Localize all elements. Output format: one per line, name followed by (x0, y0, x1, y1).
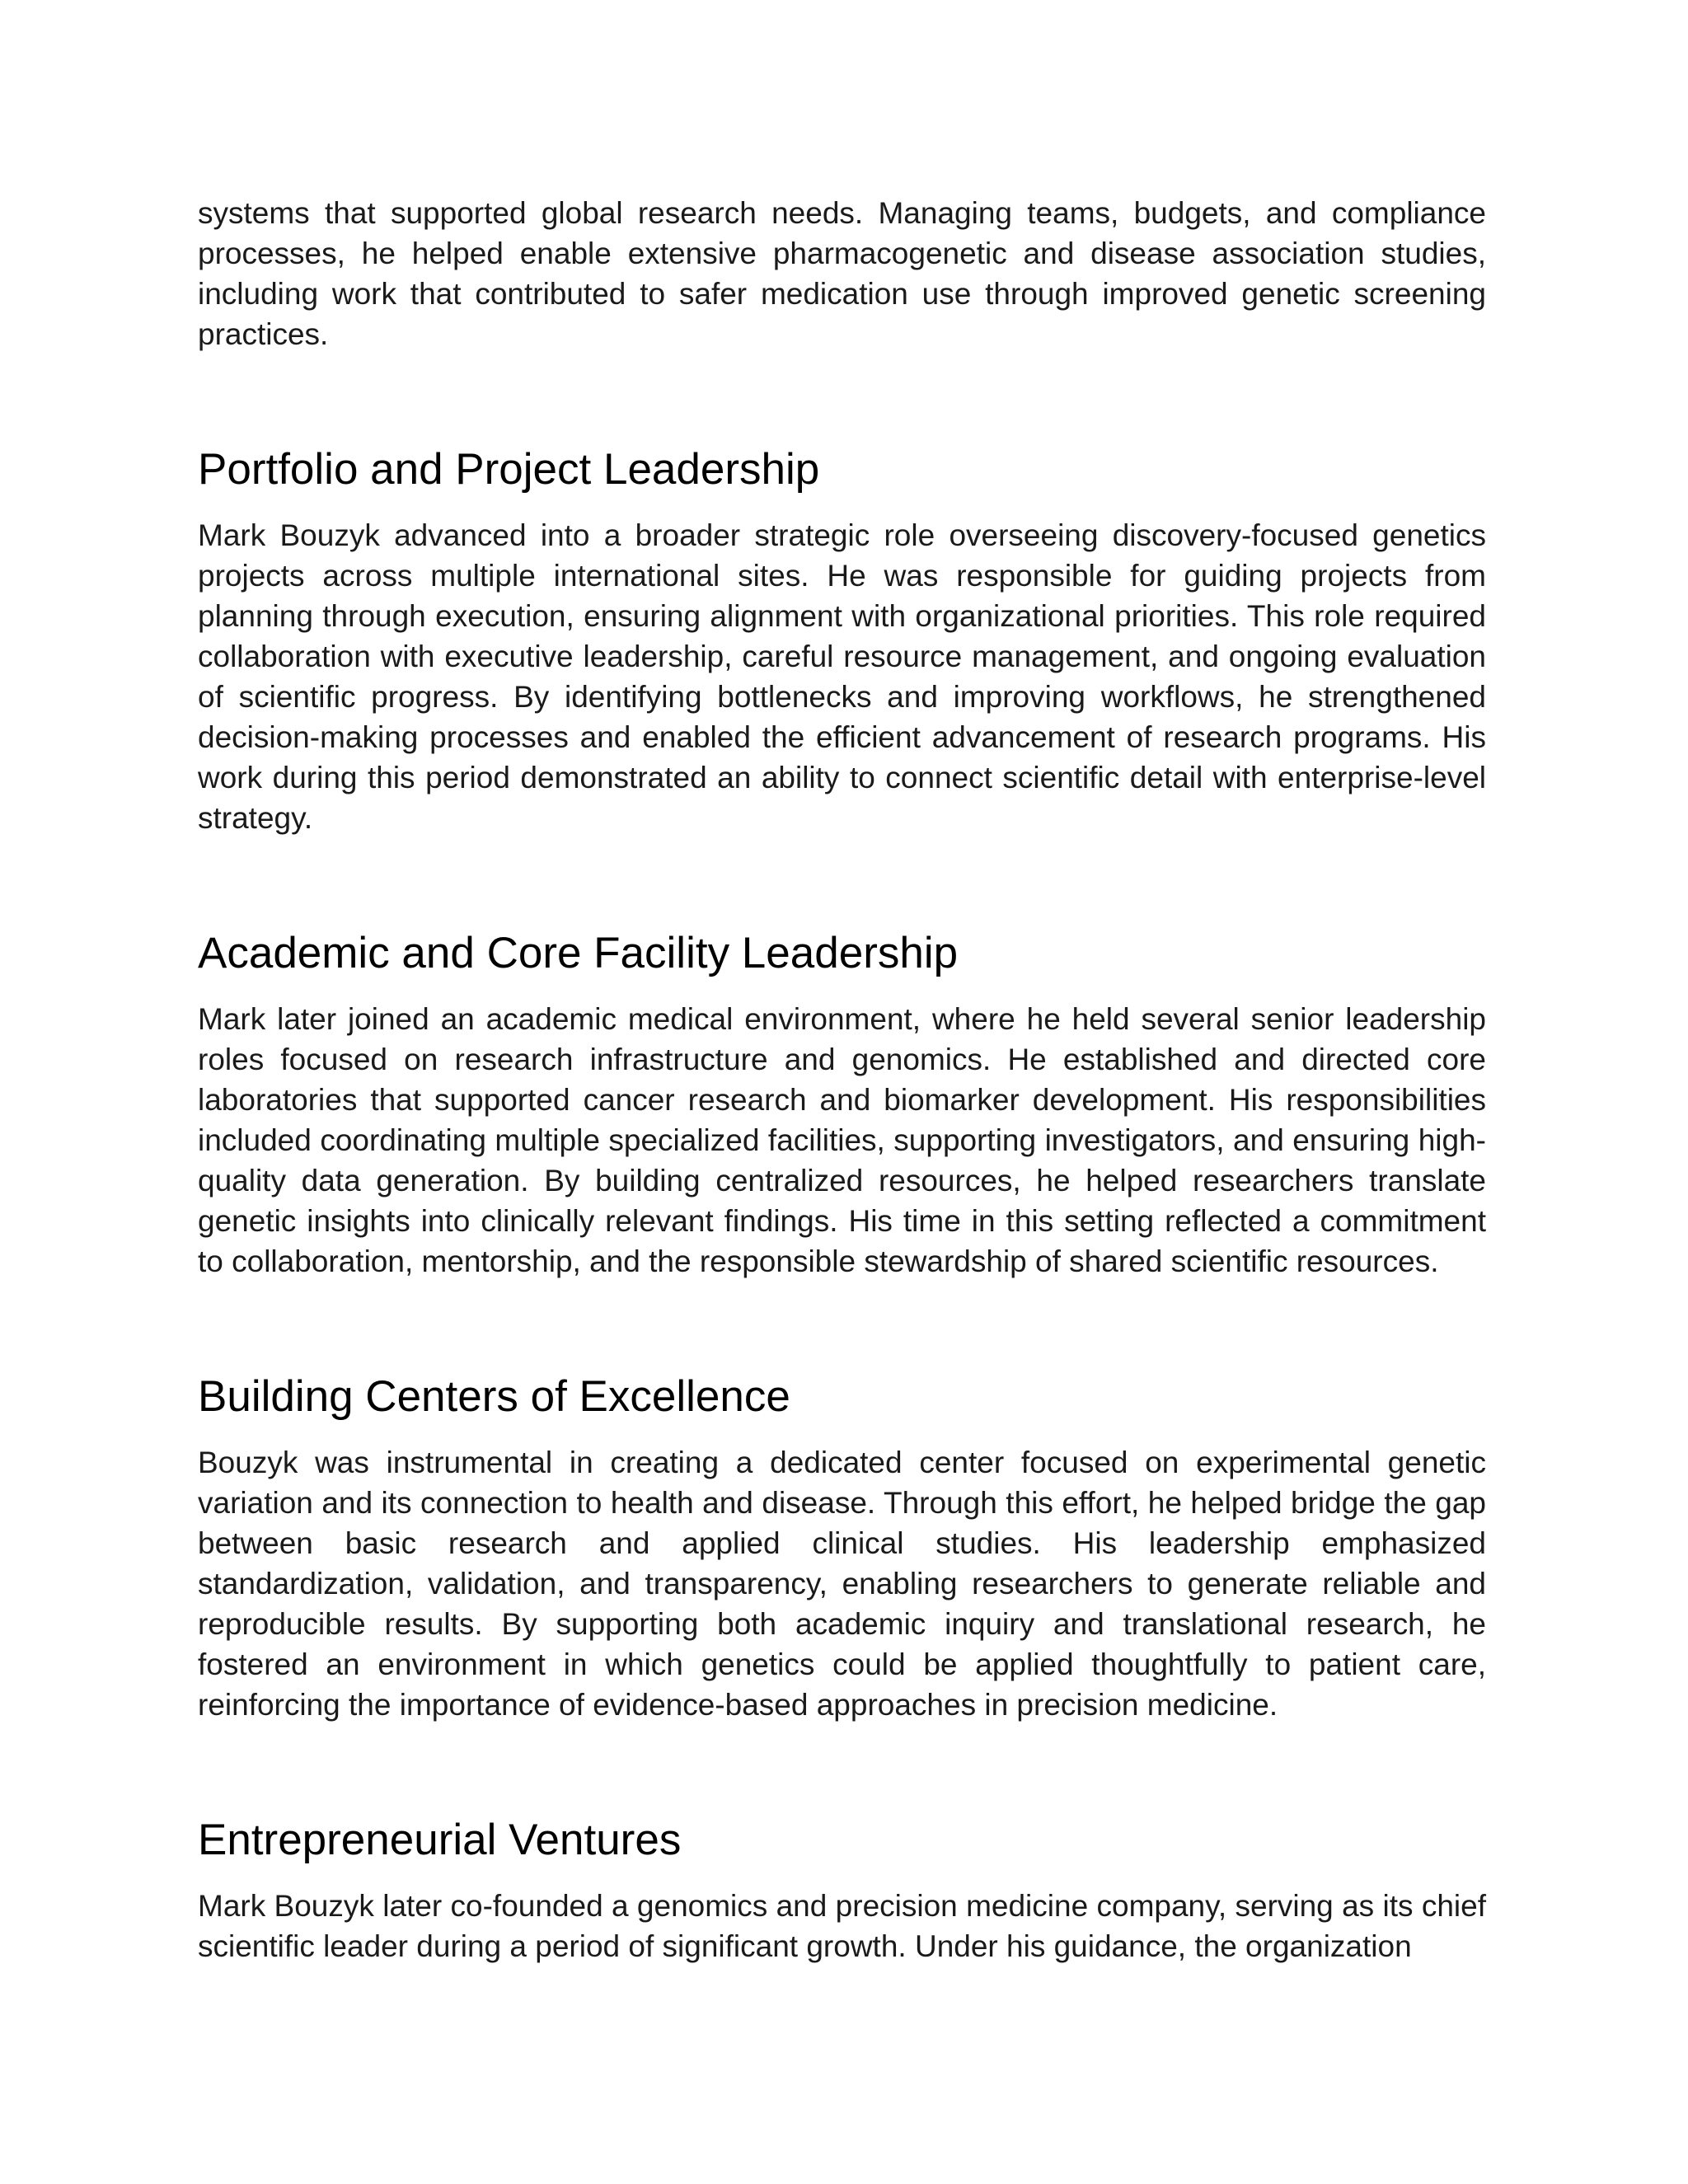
section-heading: Entrepreneurial Ventures (198, 1816, 682, 1864)
section-heading: Academic and Core Facility Leadership (198, 929, 959, 977)
section-portfolio-leadership (198, 443, 1486, 838)
document-page (198, 193, 1486, 1966)
section-paragraph: Bouzyk was instrumental in creating a dedicated center focused on experimental genetic variation and its connection to health and disease. Through this effort, he helped bridge the gap between basic research and applied clinical studies. His leadership emphasized standardization, validation, and transparency, enabling researchers to generate reliable and reproducible results. By supporting both academic inquiry and translational research, he fostered an environment in which genetics could be applied thoughtfully to patient care, reinforcing the importance of evidence-based approaches in precision medicine. (198, 1446, 1486, 1722)
section-heading: Portfolio and Project Leadership (198, 445, 820, 494)
section-heading: Building Centers of Excellence (198, 1372, 790, 1421)
section-paragraph: Mark later joined an academic medical environment, where he held several senior leadership roles focused on research infrastructure and genomics. He established and directed core laboratories that supported cancer research and biomarker development. His responsibilities included coordinating multiple specialized facilities, supporting investigators, and ensuring high-quality data generation. By building centralized resources, he helped researchers translate genetic insights into clinically relevant findings. His time in this setting reflected a commitment to collaboration, mentorship, and the responsible stewardship of shared scientific resources. (198, 1002, 1486, 1278)
section-centers-of-excellence (198, 1371, 1486, 1725)
section-paragraph: Mark Bouzyk later co-founded a genomics and precision medicine company, serving as its chief scientific leader during a period of significant growth. Under his guidance, the organization (198, 1889, 1486, 1963)
section-entrepreneurial-ventures (198, 1814, 1486, 1966)
section-academic-leadership (198, 927, 1486, 1282)
intro-paragraph: systems that supported global research needs. Managing teams, budgets, and compliance processes, he helped enable extensive pharmacogenetic and disease association studies, including work that contributed to safer medication use through improved genetic screening practices. (198, 196, 1486, 351)
section-paragraph: Mark Bouzyk advanced into a broader strategic role overseeing discovery-focused genetics projects across multiple international sites. He was responsible for guiding projects from planning through execution, ensuring alignment with organizational priorities. This role required collaboration with executive leadership, careful resource management, and ongoing evaluation of scientific progress. By identifying bottlenecks and improving workflows, he strengthened decision-making processes and enabled the efficient advancement of research programs. His work during this period demonstrated an ability to connect scientific detail with enterprise-level strategy. (198, 518, 1486, 835)
